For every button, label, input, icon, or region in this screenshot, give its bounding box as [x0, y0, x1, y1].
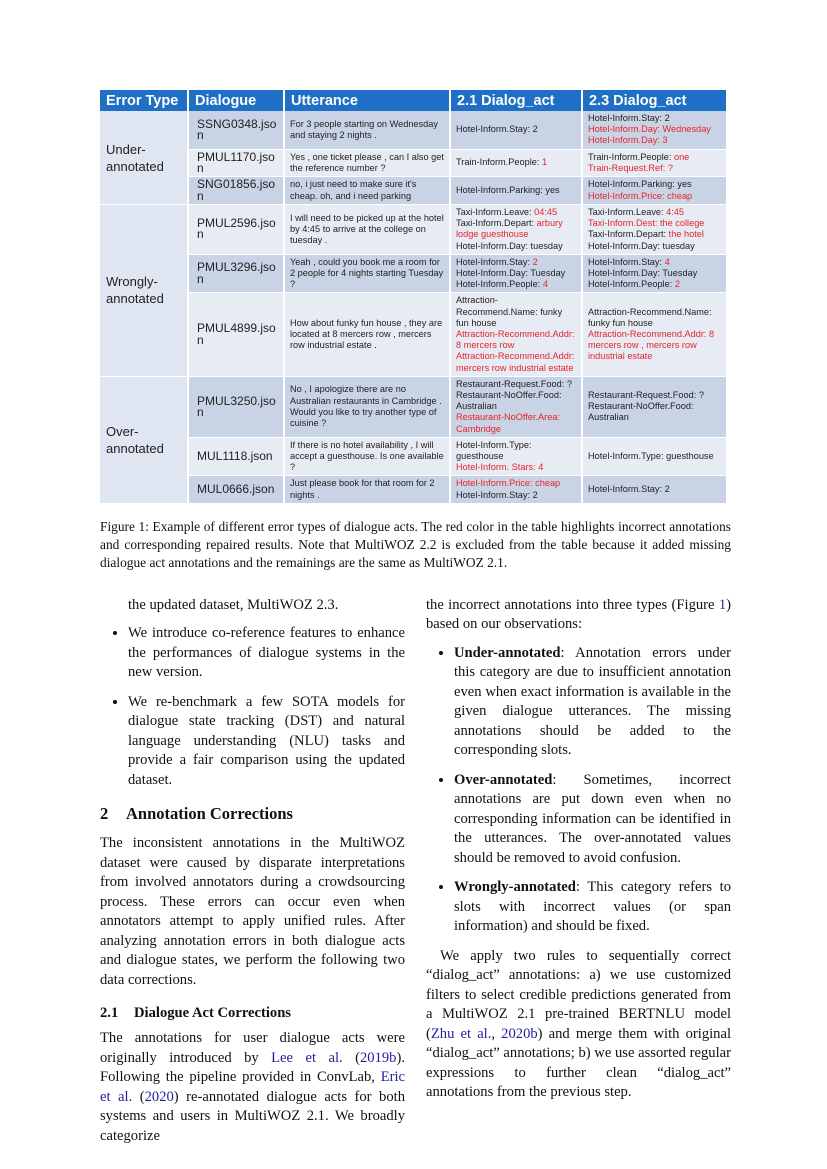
dialog-act — [456, 462, 576, 473]
body-columns — [100, 596, 731, 1156]
citation-link[interactable]: Lee et al. — [271, 1049, 343, 1066]
incorrect-annotation: Hotel-Inform.Day: Wednesday — [588, 124, 711, 135]
list-item — [454, 878, 731, 937]
text-run: ) re-annotated dialogue acts for both systems and users in MultiWOZ 2.1. We broadly categorize — [100, 1088, 405, 1144]
dialog-act-cell — [450, 254, 582, 293]
annotation: Train-Inform.People: — [588, 151, 674, 162]
incorrect-annotation: Hotel-Inform.Price: cheap — [456, 478, 561, 489]
annotation: Taxi-Inform.Leave: — [456, 207, 535, 218]
section-number: 2 — [100, 804, 109, 824]
term: Over-annotated — [454, 771, 553, 788]
table-row — [100, 149, 727, 176]
text-run: ( — [342, 1049, 360, 1066]
annotation: Hotel-Inform.Stay: 2 — [456, 124, 538, 135]
dialog-act — [456, 241, 576, 252]
subsection-title: Dialogue Act Corrections — [134, 1005, 291, 1022]
dialog-act-cell — [582, 111, 727, 149]
dialogue-cell: PMUL2596.json — [188, 205, 284, 255]
left-column — [100, 596, 405, 1156]
citation-link[interactable]: 2020 — [144, 1088, 174, 1105]
annotation: Taxi-Inform.Depart: — [588, 229, 669, 240]
utterance-cell: Yeah , could you book me a room for 2 people for 4 nights starting Tuesday ? — [284, 254, 450, 293]
dialog-act — [588, 268, 721, 279]
column-header: 2.3 Dialog_act — [582, 90, 727, 111]
list-continuation: the updated dataset, MultiWOZ 2.3. — [128, 596, 339, 613]
subsection-heading — [100, 1004, 405, 1023]
right-column — [426, 596, 731, 1112]
section-heading — [100, 804, 405, 824]
dialog-act — [456, 257, 576, 268]
dialog-act-cell — [450, 111, 582, 149]
annotation: Hotel-Inform.Parking: yes — [588, 179, 692, 190]
term: Under-annotated — [454, 644, 561, 661]
incorrect-annotation: Hotel-Inform.Day: 3 — [588, 135, 668, 146]
annotation: Train-Inform.People: — [456, 157, 542, 168]
utterance-cell: I will need to be picked up at the hotel by 4:45 to arrive at the college on tuesday . — [284, 205, 450, 255]
dialog-act — [588, 179, 721, 190]
section-title: Annotation Corrections — [126, 804, 293, 824]
dialog-act — [456, 268, 576, 279]
dialog-act — [588, 307, 721, 329]
dialog-act-cell — [450, 149, 582, 176]
dialog-act-cell — [450, 205, 582, 255]
table-row — [100, 111, 727, 149]
utterance-cell: How about funky fun house , they are located at 8 mercers row , mercers row industrial estate . — [284, 293, 450, 376]
utterance-cell: For 3 people starting on Wednesday and staying 2 nights . — [284, 111, 450, 149]
paragraph — [100, 1029, 405, 1146]
incorrect-annotation: 4 — [542, 279, 548, 290]
column-header: Error Type — [100, 90, 188, 111]
dialog-act — [588, 257, 721, 268]
incorrect-annotation: Attraction-Recommend.Addr: 8 mercers row — [456, 329, 575, 351]
dialog-act — [588, 113, 721, 124]
annotation: Taxi-Inform.Leave: — [588, 207, 667, 218]
text-run: ) based on our observations: — [426, 596, 731, 633]
utterance-cell: No , I apologize there are no Australian restaurants in Cambridge . Would you like to try another type of cuisine ? — [284, 376, 450, 437]
text-run: ) and merge them with original “dialog_act” annotations; b) we use assorted regular expressions to further clean “dialog_act” annotations from the previous step. — [426, 1025, 731, 1101]
dialog-act — [456, 478, 576, 489]
list-item: • We re-benchmark a few SOTA models for dialogue state tracking (DST) and natural language understanding (NLU) tasks and provide a fair comparison using the updated dataset. — [128, 693, 405, 791]
dialogue-cell: SNG01856.json — [188, 177, 284, 205]
column-header: 2.1 Dialog_act — [450, 90, 582, 111]
incorrect-annotation: the hotel — [668, 229, 704, 240]
dialog-act — [456, 207, 576, 218]
list-item — [454, 771, 731, 869]
annotation: Restaurant-NoOffer.Food: Australian — [456, 390, 562, 412]
dialog-act — [456, 218, 576, 240]
incorrect-annotation: Taxi-Inform.Dest: the college — [588, 218, 705, 229]
error-type-cell: Over- annotated — [100, 376, 188, 503]
annotation: Hotel-Inform.Parking: yes — [456, 184, 560, 195]
paragraph — [426, 947, 731, 1103]
dialog-act-cell — [450, 177, 582, 205]
dialog-act — [456, 329, 576, 351]
dialog-act — [588, 207, 721, 218]
dialog-act — [456, 440, 576, 462]
dialog-act-cell — [450, 476, 582, 503]
incorrect-annotation: Train-Request.Ref: ? — [588, 162, 673, 173]
incorrect-annotation: Restaurant-NoOffer.Area: Cambridge — [456, 412, 561, 434]
table-row — [100, 254, 727, 293]
dialog-act — [588, 241, 721, 252]
dialogue-cell: MUL0666.json — [188, 476, 284, 503]
dialogue-cell: PMUL3296.json — [188, 254, 284, 293]
annotation: Hotel-Inform.Stay: — [588, 256, 665, 267]
incorrect-annotation: 2 — [532, 256, 538, 267]
annotation: Hotel-Inform.Type: guesthouse — [456, 439, 532, 462]
dialog-act — [588, 390, 721, 401]
citation-link[interactable]: Zhu et al. — [430, 1025, 492, 1042]
dialog-act — [456, 490, 576, 501]
annotation: Hotel-Inform.Stay: 2 — [588, 113, 670, 123]
citation-link[interactable]: 2019b — [359, 1049, 397, 1066]
incorrect-annotation: 4:45 — [666, 207, 685, 218]
annotation: Restaurant-Request.Food: ? — [588, 390, 704, 401]
dialog-act — [456, 295, 576, 329]
column-header: Utterance — [284, 90, 450, 111]
definition: : Sometimes, incorrect annotations are put down even when no corresponding information can be identified in the utterances. The over-annotated values should be removed to avoid confusion. — [454, 771, 731, 866]
dialog-act — [588, 163, 721, 174]
incorrect-annotation: Hotel-Inform. Stars: 4 — [456, 462, 544, 473]
incorrect-annotation: 4 — [664, 256, 670, 267]
incorrect-annotation: Attraction-Recommend.Addr: mercers row industrial estate — [456, 351, 575, 373]
annotation: Hotel-Inform.Day: Tuesday — [456, 268, 566, 279]
error-type-table — [100, 90, 728, 504]
dialog-act — [588, 135, 721, 146]
text-run: ( — [132, 1088, 145, 1105]
citation-link[interactable]: Eric et al. — [100, 1069, 405, 1105]
contribution-list — [100, 624, 405, 790]
dialog-act — [456, 351, 576, 373]
table-row — [100, 293, 727, 376]
paragraph — [426, 596, 731, 635]
dialog-act — [588, 218, 721, 229]
definition: : Annotation errors under this category are due to insufficient annotation even when exact information is available in the given dialogue utterances. The missing annotations should be added to the corresponding slots. — [454, 644, 731, 759]
annotation: Hotel-Inform.Stay: — [456, 256, 533, 267]
dialog-act — [588, 401, 721, 423]
incorrect-annotation: Hotel-Inform.Price: cheap — [588, 190, 693, 201]
text-run: the incorrect annotations into three types (Figure — [426, 596, 719, 613]
dialogue-cell: MUL1118.json — [188, 437, 284, 476]
dialogue-cell: SSNG0348.json — [188, 111, 284, 149]
text-run: The annotations for user dialogue acts were originally introduced by — [100, 1030, 405, 1066]
utterance-cell: If there is no hotel availability , I will accept a guesthouse. Is one available ? — [284, 437, 450, 476]
annotation: Hotel-Inform.Day: Tuesday — [588, 268, 698, 279]
table-row — [100, 437, 727, 476]
annotation: Attraction-Recommend.Name: funky fun house — [456, 295, 563, 328]
subsection-number: 2.1 — [100, 1005, 119, 1022]
term: Wrongly-annotated — [454, 879, 576, 896]
incorrect-annotation: 1 — [541, 157, 548, 168]
annotation: Hotel-Inform.Stay: 2 — [588, 484, 670, 495]
annotation: Hotel-Inform.Type: guesthouse — [588, 451, 714, 462]
dialog-act-cell — [582, 376, 727, 437]
annotation: Hotel-Inform.Day: tuesday — [588, 240, 695, 251]
column-header: Dialogue — [188, 90, 284, 111]
dialog-act-cell — [450, 376, 582, 437]
dialog-act — [588, 329, 721, 363]
dialog-act-cell — [582, 177, 727, 205]
dialogue-cell: PMUL1170.json — [188, 149, 284, 176]
dialogue-cell: PMUL3250.json — [188, 376, 284, 437]
annotation: Attraction-Recommend.Name: funky fun house — [588, 306, 712, 328]
table-row — [100, 376, 727, 437]
dialog-act — [456, 390, 576, 412]
annotation: Restaurant-NoOffer.Food: Australian — [588, 401, 694, 423]
list-item: • We introduce co-reference features to enhance the performances of dialogue systems in the new version. — [128, 624, 405, 683]
dialog-act — [588, 451, 721, 462]
table-row — [100, 177, 727, 205]
dialog-act — [456, 379, 576, 390]
incorrect-annotation: arbury lodge guesthouse — [456, 218, 563, 240]
dialog-act-cell — [582, 476, 727, 503]
incorrect-annotation: one — [673, 151, 690, 162]
dialog-act — [456, 279, 576, 290]
dialog-act — [588, 229, 721, 240]
utterance-cell: Just please book for that room for 2 nights . — [284, 476, 450, 503]
annotation: Hotel-Inform.People: — [456, 279, 543, 290]
dialog-act — [588, 124, 721, 135]
annotation: Taxi-Inform.Depart: — [456, 218, 537, 229]
dialog-act — [588, 152, 721, 163]
error-type-cell: Under- annotated — [100, 111, 188, 205]
citation-link[interactable]: 1 — [718, 596, 727, 613]
dialog-act — [588, 279, 721, 290]
citation-link[interactable]: 2020b — [501, 1025, 538, 1042]
dialog-act — [456, 124, 576, 135]
dialog-act-cell — [450, 293, 582, 376]
dialog-act-cell — [582, 437, 727, 476]
annotation: Restaurant-Request.Food: ? — [456, 378, 572, 389]
annotation: Hotel-Inform.Day: tuesday — [456, 240, 563, 251]
incorrect-annotation: Attraction-Recommend.Addr: 8 mercers row , mercers row industrial estate — [588, 329, 715, 362]
dialogue-cell: PMUL4899.json — [188, 293, 284, 376]
incorrect-annotation: 04:45 — [534, 207, 558, 218]
dialog-act — [588, 484, 721, 495]
dialog-act-cell — [582, 254, 727, 293]
table-row — [100, 205, 727, 255]
annotation: Hotel-Inform.Stay: 2 — [456, 489, 538, 500]
definition: : This category refers to slots with incorrect values (or span information) and should be fixed. — [454, 879, 731, 935]
dialog-act — [456, 412, 576, 434]
table-row — [100, 476, 727, 503]
paragraph: The inconsistent annotations in the MultiWOZ dataset were caused by disparate interpretations from involved annotators during a crowdsourcing process. These errors can occur even when annotators attempt to apply unified rules. After analyzing annotation errors in both dialogue acts and dialogue states, we perform the following two data corrections. — [100, 835, 405, 988]
figure-caption: Figure 1: Example of different error types of dialogue acts. The red color in the table highlights incorrect annotations and corresponding repaired results. Note that MultiWOZ 2.2 is excluded from the table because it added missing dialogue act annotations and the remainings are the same as MultiWOZ 2.1. — [100, 518, 731, 570]
annotation: Hotel-Inform.People: — [588, 279, 675, 290]
text-run: We apply two rules to sequentially correct “dialog_act” annotations: a) we use customized filters to select credible predictions generated from a MultiWOZ 2.1 pre-trained BERTNLU model ( — [426, 947, 731, 1042]
incorrect-annotation: 2 — [674, 279, 680, 290]
utterance-cell: no, i just need to make sure it's cheap. oh, and i need parking — [284, 177, 450, 205]
text-run: , — [491, 1025, 502, 1042]
dialog-act — [588, 191, 721, 202]
dialog-act — [456, 185, 576, 196]
dialog-act-cell — [582, 293, 727, 376]
text-run: ). Following the pipeline provided in ConvLab, — [100, 1049, 405, 1086]
error-type-list — [426, 644, 731, 937]
dialog-act-cell — [582, 205, 727, 255]
dialog-act-cell — [582, 149, 727, 176]
dialog-act-cell — [450, 437, 582, 476]
utterance-cell: Yes , one ticket please , can I also get the reference number ? — [284, 149, 450, 176]
error-type-cell: Wrongly- annotated — [100, 205, 188, 377]
dialog-act — [456, 157, 576, 168]
list-item — [454, 644, 731, 761]
